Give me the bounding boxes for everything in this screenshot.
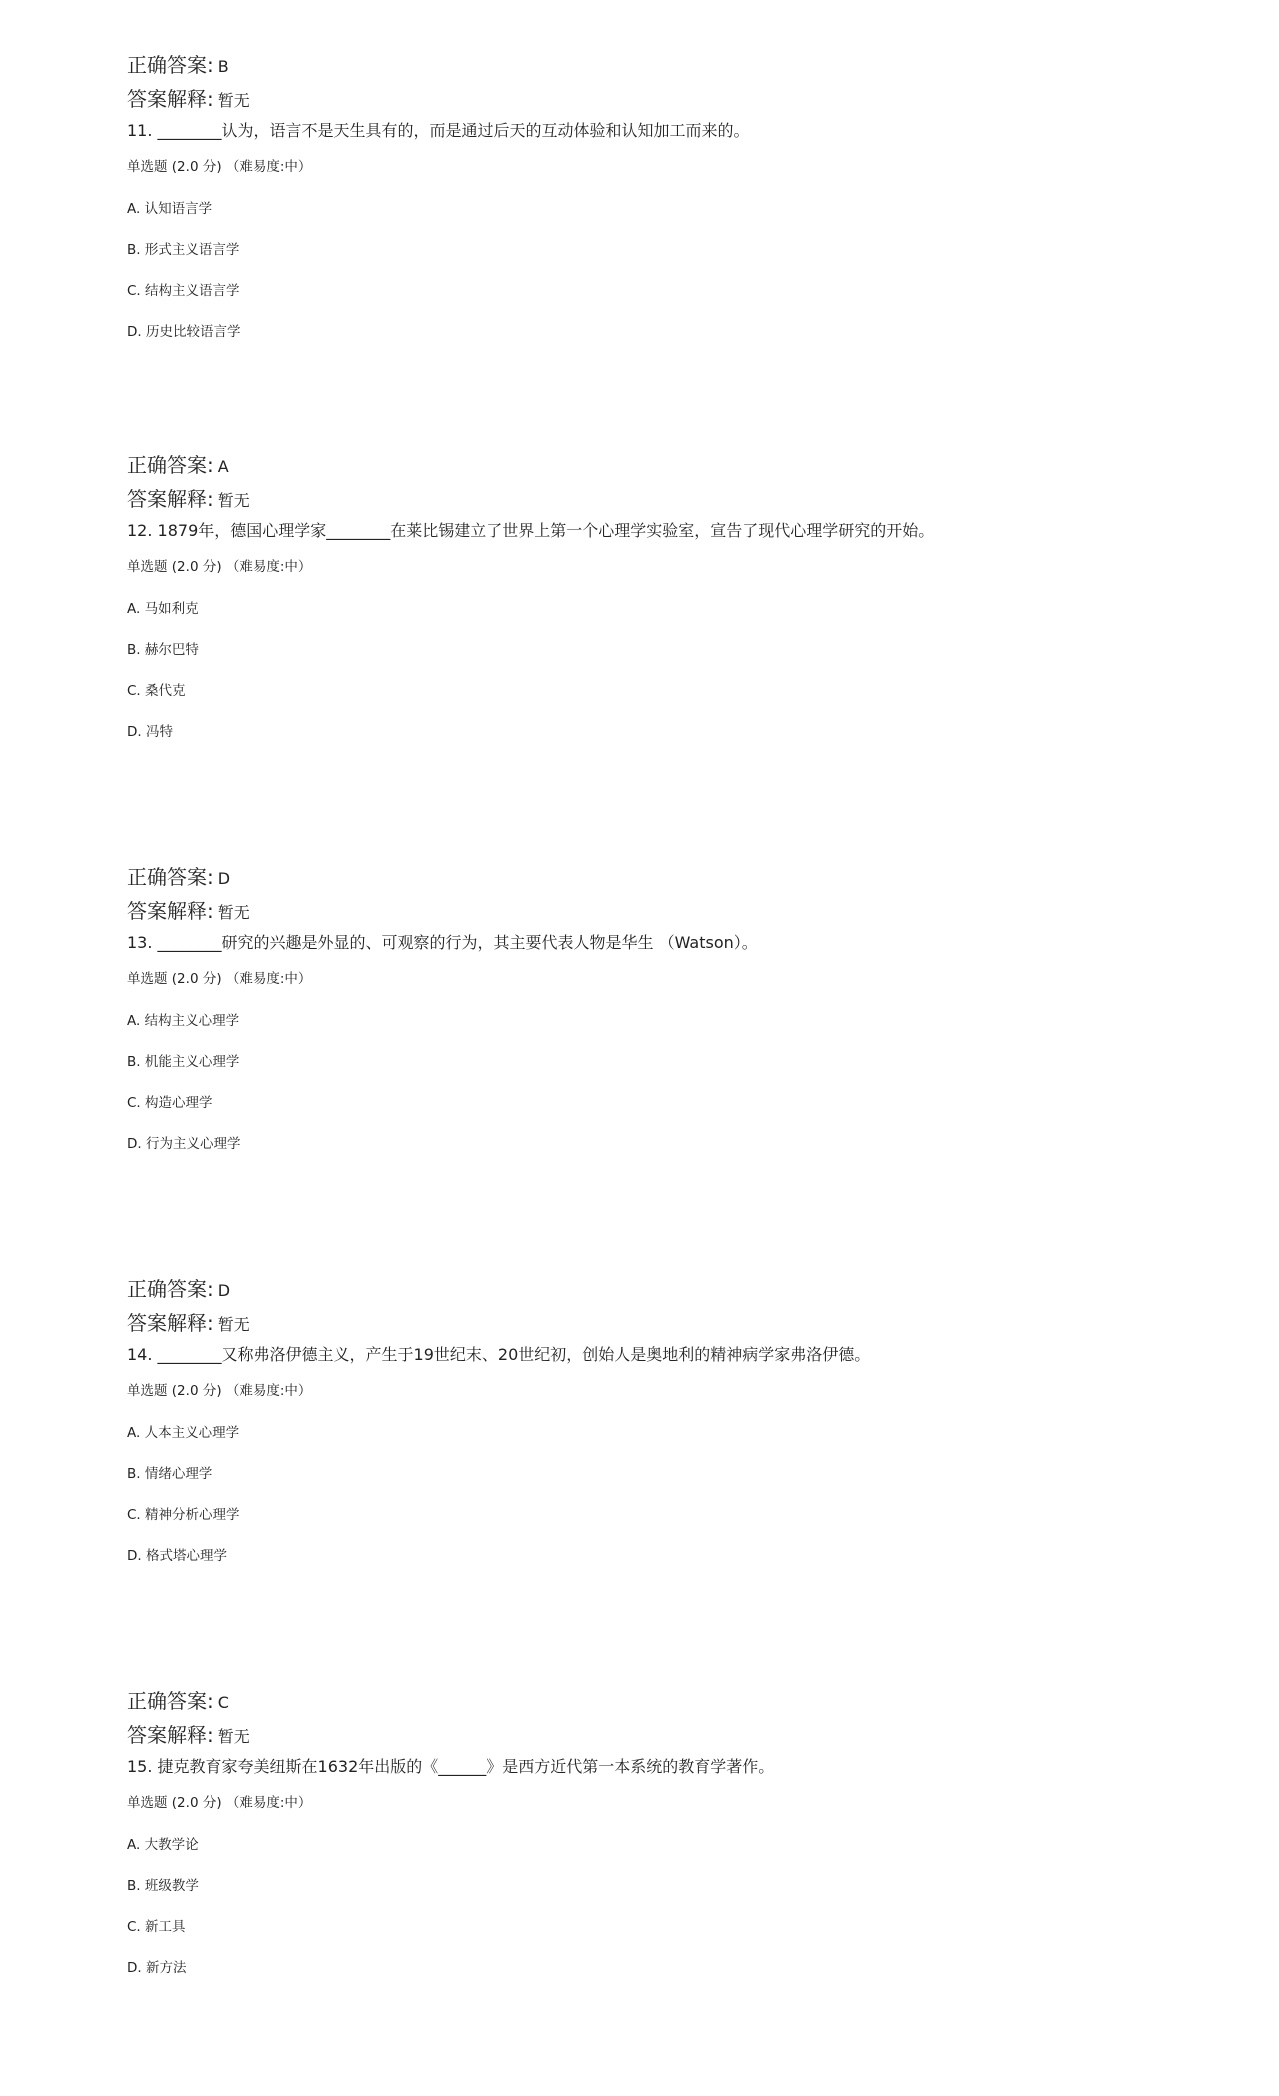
option-b[interactable]: B. 赫尔巴特 [127, 642, 199, 658]
option-b[interactable]: B. 机能主义心理学 [127, 1054, 240, 1070]
option-c[interactable]: C. 桑代克 [127, 683, 186, 699]
answer-explanation: 答案解释: 暂无 [127, 1311, 250, 1335]
question-meta: 单选题 (2.0 分) （难易度:中） [127, 559, 312, 575]
option-c[interactable]: C. 精神分析心理学 [127, 1507, 240, 1523]
option-d[interactable]: D. 行为主义心理学 [127, 1136, 241, 1152]
correct-answer: 正确答案: D [127, 1277, 231, 1301]
answer-explanation: 答案解释: 暂无 [127, 87, 250, 111]
correct-answer: 正确答案: A [127, 453, 229, 477]
option-c[interactable]: C. 结构主义语言学 [127, 283, 240, 299]
option-d[interactable]: D. 历史比较语言学 [127, 324, 241, 340]
option-d[interactable]: D. 格式塔心理学 [127, 1548, 227, 1564]
option-a[interactable]: A. 大教学论 [127, 1837, 199, 1853]
question-meta: 单选题 (2.0 分) （难易度:中） [127, 1383, 312, 1399]
option-b[interactable]: B. 班级教学 [127, 1878, 199, 1894]
correct-answer: 正确答案: C [127, 1689, 229, 1713]
question-text: 13. ________研究的兴趣是外显的、可观察的行为，其主要代表人物是华生 （Watson）。 [127, 933, 758, 952]
option-a[interactable]: A. 认知语言学 [127, 201, 213, 217]
question-text: 11. ________认为，语言不是天生具有的，而是通过后天的互动体验和认知加工而来的。 [127, 121, 750, 140]
question-text: 14. ________又称弗洛伊德主义，产生于19世纪末、20世纪初，创始人是奥地利的精神病学家弗洛伊德。 [127, 1345, 871, 1364]
question-meta: 单选题 (2.0 分) （难易度:中） [127, 1795, 312, 1811]
correct-answer: 正确答案: D [127, 865, 231, 889]
question-meta: 单选题 (2.0 分) （难易度:中） [127, 159, 312, 175]
question-block [127, 1342, 1227, 1684]
option-d[interactable]: D. 冯特 [127, 724, 173, 740]
answer-explanation: 答案解释: 暂无 [127, 1723, 250, 1747]
option-a[interactable]: A. 马如利克 [127, 601, 199, 617]
question-meta: 单选题 (2.0 分) （难易度:中） [127, 971, 312, 987]
option-b[interactable]: B. 情绪心理学 [127, 1466, 213, 1482]
question-block [127, 930, 1227, 1272]
question-block [127, 118, 1227, 448]
option-d[interactable]: D. 新方法 [127, 1960, 187, 1976]
question-text: 12. 1879年，德国心理学家________在莱比锡建立了世界上第一个心理学实验室，宣告了现代心理学研究的开始。 [127, 521, 935, 540]
exam-page [127, 48, 1227, 2096]
question-block [127, 1754, 1227, 2096]
option-a[interactable]: A. 结构主义心理学 [127, 1013, 240, 1029]
option-c[interactable]: C. 构造心理学 [127, 1095, 213, 1111]
question-block [127, 518, 1227, 860]
answer-explanation: 答案解释: 暂无 [127, 487, 250, 511]
option-b[interactable]: B. 形式主义语言学 [127, 242, 240, 258]
option-c[interactable]: C. 新工具 [127, 1919, 186, 1935]
question-text: 15. 捷克教育家夸美纽斯在1632年出版的《______》是西方近代第一本系统的教育学著作。 [127, 1757, 775, 1776]
correct-answer: 正确答案: B [127, 53, 229, 77]
option-a[interactable]: A. 人本主义心理学 [127, 1425, 240, 1441]
answer-explanation: 答案解释: 暂无 [127, 899, 250, 923]
